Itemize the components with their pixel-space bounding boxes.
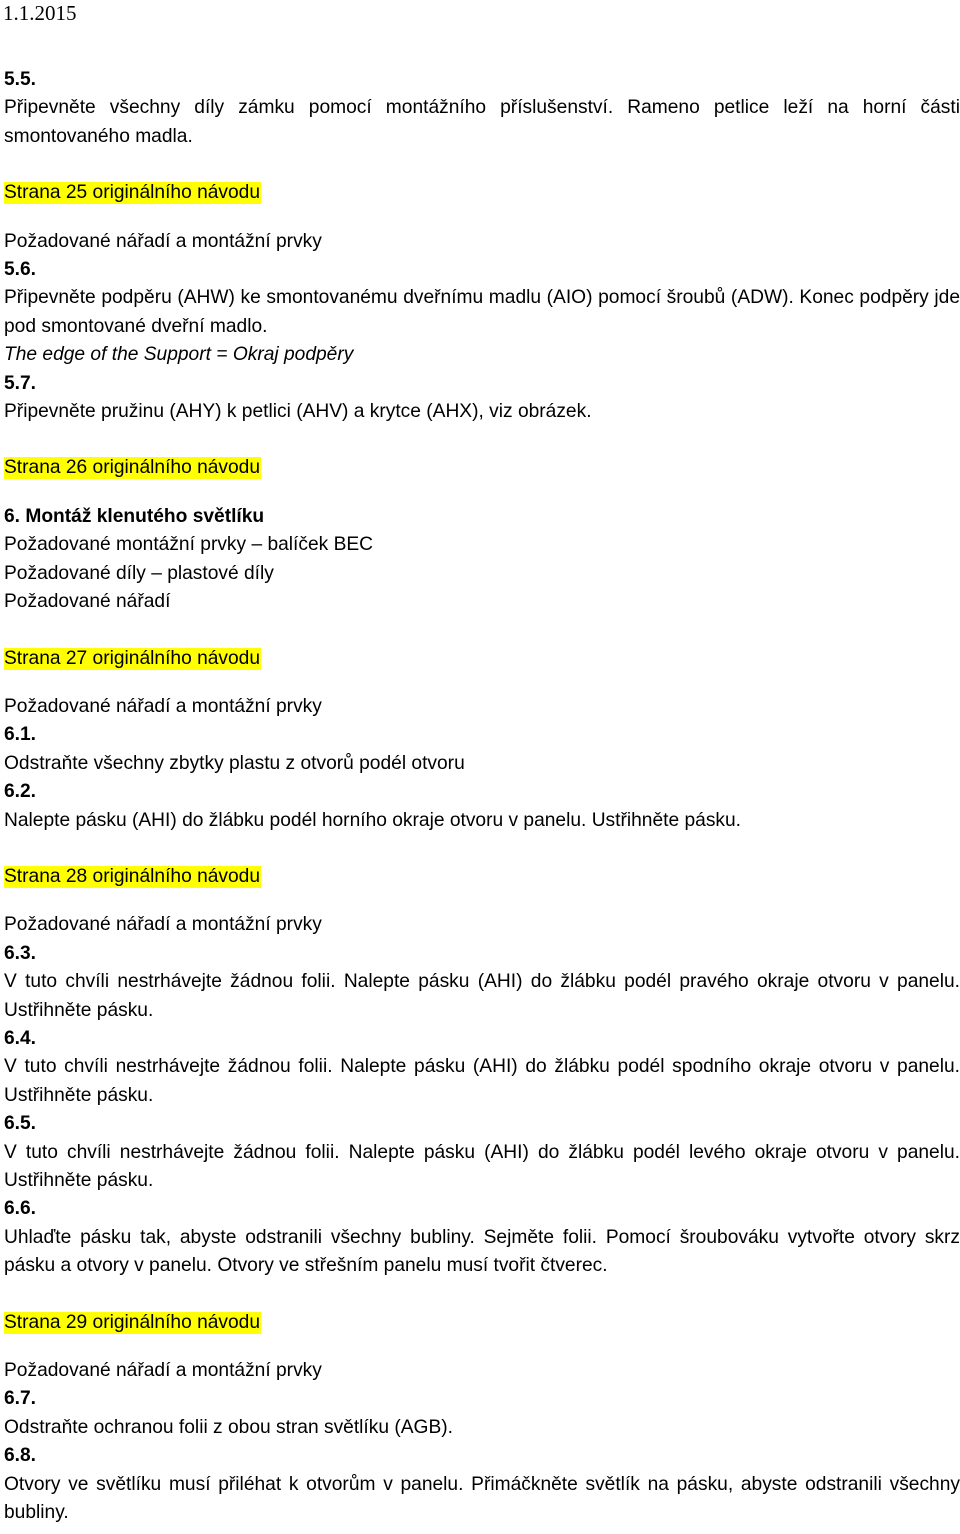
paragraph: V tuto chvíli nestrhávejte žádnou folii. Nalepte pásku (AHI) do žlábku podél levého okraje otvoru v panelu. Ustřihněte pásku. <box>4 1141 960 1191</box>
paragraph: Připevněte všechny díly zámku pomocí montážního příslušenství. Rameno petlice leží na horní části smontovaného madla. <box>4 97 960 147</box>
chapter-title: 6. Montáž klenutého světlíku <box>4 505 265 527</box>
section-heading-page-26: Strana 26 originálního návodu <box>4 457 261 479</box>
step-number: 5.7. <box>4 372 37 394</box>
document-body <box>4 66 960 1527</box>
header-date: 1.1.2015 <box>3 1 77 25</box>
paragraph: Otvory ve světlíku musí přiléhat k otvorům v panelu. Přimáčkněte světlík na pásku, abyste odstranili všechny bubliny. <box>4 1473 960 1524</box>
tools-label: Požadované nářadí a montážní prvky <box>4 230 322 252</box>
step-number: 6.6. <box>4 1198 37 1220</box>
required-parts-line: Požadované montážní prvky – balíček BEC <box>4 534 374 556</box>
section-heading-page-29: Strana 29 originálního návodu <box>4 1311 261 1333</box>
required-parts-line: Požadované díly – plastové díly <box>4 562 274 584</box>
step-number: 5.5. <box>4 69 37 90</box>
paragraph: Nalepte pásku (AHI) do žlábku podél horního okraje otvoru v panelu. Ustřihněte pásku. <box>4 809 742 831</box>
required-tools-line: Požadované nářadí <box>4 591 171 613</box>
paragraph: Připevněte podpěru (AHW) ke smontovanému dveřnímu madlu (AIO) pomocí šroubů (ADW). Konec podpěry jde pod smontované dveřní madlo. <box>4 287 960 337</box>
paragraph: V tuto chvíli nestrhávejte žádnou folii. Nalepte pásku (AHI) do žlábku podél spodního okraje otvoru v panelu. Ustřihněte pásku. <box>4 1056 960 1106</box>
step-number: 5.6. <box>4 259 37 281</box>
step-number: 6.5. <box>4 1113 37 1135</box>
tools-label: Požadované nářadí a montážní prvky <box>4 914 322 936</box>
step-number: 6.7. <box>4 1388 37 1410</box>
paragraph: Odstraňte všechny zbytky plastu z otvorů podél otvoru <box>4 752 465 774</box>
step-number: 6.3. <box>4 942 37 964</box>
paragraph: Odstraňte ochranou folii z obou stran světlíku (AGB). <box>4 1416 453 1438</box>
step-number: 6.4. <box>4 1027 37 1049</box>
tools-label: Požadované nářadí a montážní prvky <box>4 695 322 717</box>
step-number: 6.2. <box>4 781 37 803</box>
paragraph: Uhlaďte pásku tak, abyste odstranili všechny bubliny. Sejměte folii. Pomocí šroubováku vytvořte otvory skrz pásku a otvory v panelu. Otvory ve střešním panelu musí tvořit čtverec. <box>4 1226 960 1277</box>
section-heading-page-27: Strana 27 originálního návodu <box>4 647 261 669</box>
section-heading-page-25: Strana 25 originálního návodu <box>4 182 261 204</box>
paragraph: V tuto chvíli nestrhávejte žádnou folii. Nalepte pásku (AHI) do žlábku podél pravého okraje otvoru v panelu. Ustřihněte pásku. <box>4 971 960 1021</box>
step-number: 6.8. <box>4 1445 37 1467</box>
paragraph: Připevněte pružinu (AHY) k petlici (AHV) a krytce (AHX), viz obrázek. <box>4 401 592 423</box>
tools-label: Požadované nářadí a montážní prvky <box>4 1360 322 1382</box>
section-heading-page-28: Strana 28 originálního návodu <box>4 865 261 887</box>
step-number: 6.1. <box>4 724 37 746</box>
figure-caption: The edge of the Support = Okraj podpěry <box>4 344 354 366</box>
